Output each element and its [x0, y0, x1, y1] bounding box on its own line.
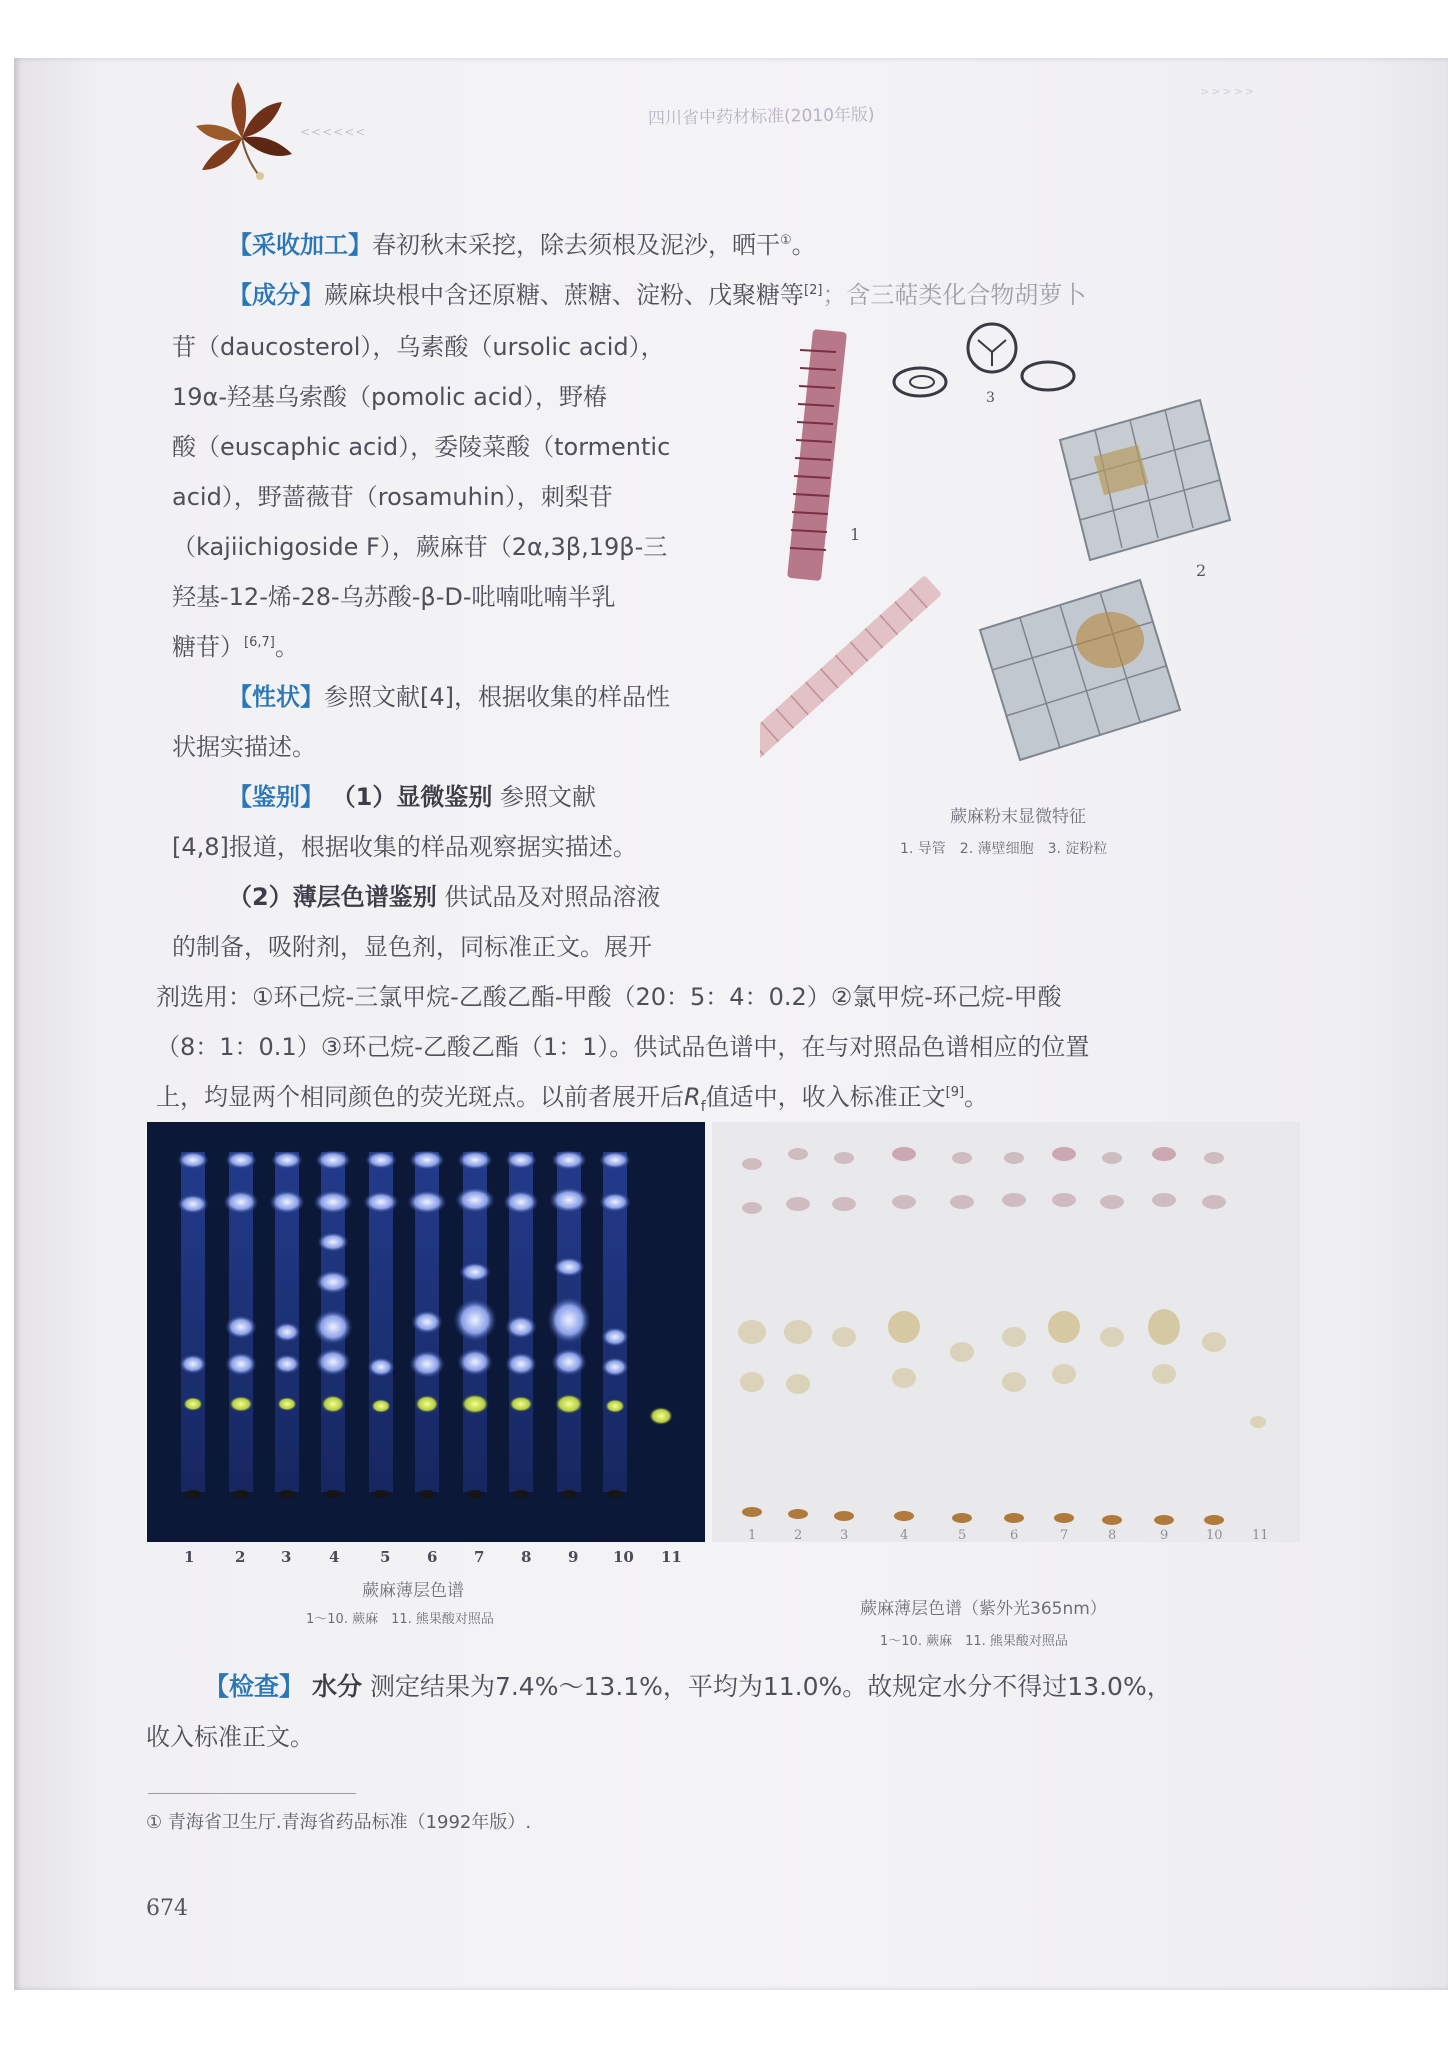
character-text-1: 参照文献[4]，根据收集的样品性 [324, 683, 670, 711]
identification-text-7a: 上，均显两个相同颜色的荧光斑点。以前者展开后 [156, 1083, 684, 1111]
components-line-6: （kajiichigoside F），蕨麻苷（2α,3β,19β-三 [172, 533, 668, 561]
components-end-8: 。 [274, 633, 299, 661]
uv-lane-11: 11 [661, 1548, 682, 1566]
microscopic-text: 参照文献 [499, 783, 596, 811]
footnote-divider [148, 1793, 356, 1794]
vis-lane-2: 2 [794, 1528, 803, 1543]
harvest-tag: 【采收加工】 [228, 231, 372, 259]
inspection-line-2: 收入标准正文。 [146, 1723, 314, 1751]
harvest-paragraph [228, 220, 816, 270]
identification-line-4: 的制备，吸附剂，显色剂，同标准正文。展开 [172, 933, 652, 961]
moisture-title: 水分 [311, 1672, 362, 1701]
micro-caption-legend: 1. 导管 2. 薄壁细胞 3. 淀粉粒 [900, 841, 1108, 857]
uv-lane-5: 5 [380, 1548, 391, 1566]
vis-lane-3: 3 [840, 1528, 849, 1543]
vis-lane-7: 7 [1060, 1528, 1069, 1543]
components-line-8 [172, 622, 299, 672]
tlc-uv-image [147, 1122, 705, 1542]
harvest-text: 春初秋末采挖，除去须根及泥沙，晒干 [372, 231, 780, 259]
identification-ref-7: [9] [945, 1085, 965, 1100]
vis-lane-11: 11 [1252, 1528, 1269, 1543]
page-edge-bottom [0, 1990, 1448, 2048]
uv-lane-9: 9 [568, 1548, 579, 1566]
components-line-2: 苷（daucosterol），乌素酸（ursolic acid）， [172, 333, 665, 361]
identification-end-7: 。 [964, 1083, 989, 1111]
uv-lane-1: 1 [184, 1548, 195, 1566]
uv-lane-2: 2 [235, 1548, 246, 1566]
uv-lane-4: 4 [329, 1548, 340, 1566]
vis-lane-8: 8 [1108, 1528, 1117, 1543]
vessel-1-icon [787, 329, 847, 581]
uv-lane-7: 7 [474, 1548, 485, 1566]
vis-lane-1: 1 [748, 1528, 757, 1543]
running-head-ornament: >>>>> [1200, 85, 1257, 98]
tlc-plate-uv [147, 1122, 705, 1542]
rf-subscript: f [700, 1098, 706, 1115]
components-text-1: 蕨麻块根中含还原糖、蔗糖、淀粉、戊聚糖等 [324, 281, 804, 309]
character-line-1 [228, 672, 670, 722]
vis-lane-9: 9 [1160, 1528, 1169, 1543]
tlc-uv-lane-numbers [147, 1548, 705, 1572]
uv-lane-8: 8 [521, 1548, 532, 1566]
tlc-uv-caption-title: 蕨麻薄层色谱 [362, 1581, 464, 1601]
tlc-visible-lane-numbers [712, 1528, 1300, 1552]
microscopic-title: （1）显微鉴别 [331, 783, 493, 811]
harvest-ref: ① [780, 233, 792, 248]
identification-line-3 [228, 872, 660, 922]
components-ref-1: [2] [804, 283, 823, 298]
running-title: 四川省中药材标准(2010年版) [647, 105, 875, 129]
components-line-7: 羟基-12-烯-28-乌苏酸-β-D-吡喃吡喃半乳 [172, 583, 616, 611]
tlc-plate-visible [712, 1122, 1300, 1542]
character-line-2: 状据实描述。 [172, 733, 316, 761]
uv-lane-10: 10 [613, 1548, 634, 1566]
identification-line-5: 剂选用：①环己烷-三氯甲烷-乙酸乙酯-甲酸（20：5：4：0.2）②氯甲烷-环己烷-甲酸 [156, 983, 1062, 1011]
vis-lane-5: 5 [958, 1528, 967, 1543]
components-line-4: 酸（euscaphic acid），委陵菜酸（tormentic [172, 433, 671, 461]
page-edge-top [0, 0, 1448, 58]
tlc-uv-caption-legend: 1～10. 蕨麻 11. 熊果酸对照品 [306, 1612, 494, 1627]
identification-line-6: （8：1：0.1）③环己烷-乙酸乙酯（1：1）。供试品色谱中，在与对照品色谱相应的位置 [156, 1033, 1090, 1061]
components-text-1b: ；含三萜类化合物胡萝卜 [822, 281, 1087, 309]
micro-label-1: 1 [850, 525, 861, 544]
starch-grains-icon [894, 324, 1074, 396]
inspection-text-1: 测定结果为7.4%～13.1%，平均为11.0%。故规定水分不得过13.0%， [369, 1672, 1172, 1701]
micro-label-2: 2 [1196, 561, 1207, 580]
micro-caption-title: 蕨麻粉末显微特征 [950, 807, 1086, 827]
components-ref-8: [6,7] [244, 635, 275, 650]
components-line-5: acid），野蔷薇苷（rosamuhin），刺梨苷 [172, 483, 613, 511]
vessel-2-icon [760, 575, 942, 770]
components-text-8: 糖苷） [172, 633, 244, 661]
uv-lane-6: 6 [427, 1548, 438, 1566]
harvest-end: 。 [791, 231, 816, 259]
tlc-text: 供试品及对照品溶液 [444, 883, 661, 911]
tlc-title: （2）薄层色谱鉴别 [228, 883, 437, 911]
components-line-3: 19α-羟基乌索酸（pomolic acid），野椿 [172, 383, 607, 411]
tlc-visible-caption-legend: 1～10. 蕨麻 11. 熊果酸对照品 [880, 1634, 1068, 1649]
identification-text-7b: 值适中，收入标准正文 [705, 1083, 946, 1111]
footnote: ① 青海省卫生厅.青海省药品标准（1992年版）. [146, 1812, 532, 1833]
vis-lane-4: 4 [900, 1528, 909, 1543]
decorative-arrows: <<<<<< [300, 125, 367, 139]
identification-line-7 [156, 1072, 988, 1122]
tlc-visible-caption-title: 蕨麻薄层色谱（紫外光365nm） [860, 1599, 1107, 1619]
identification-tag: 【鉴别】 [228, 783, 324, 811]
parenchyma-cells-icon [980, 400, 1230, 760]
character-tag: 【性状】 [228, 683, 324, 711]
inspection-line-1 [204, 1662, 1172, 1712]
vis-lane-6: 6 [1010, 1528, 1019, 1543]
identification-line-2: [4,8]报道，根据收集的样品观察据实描述。 [172, 833, 637, 861]
vis-lane-10: 10 [1206, 1528, 1223, 1543]
leaf-logo-icon [182, 78, 302, 188]
micro-label-3: 3 [986, 390, 995, 406]
inspection-tag: 【检查】 [204, 1672, 305, 1701]
identification-line-1 [228, 772, 596, 822]
page-number: 674 [146, 1896, 188, 1921]
microscopic-figure [760, 300, 1280, 770]
uv-lane-3: 3 [281, 1548, 292, 1566]
rf-symbol: R [684, 1083, 701, 1111]
tlc-visible-image [712, 1122, 1300, 1542]
components-tag: 【成分】 [228, 281, 324, 309]
